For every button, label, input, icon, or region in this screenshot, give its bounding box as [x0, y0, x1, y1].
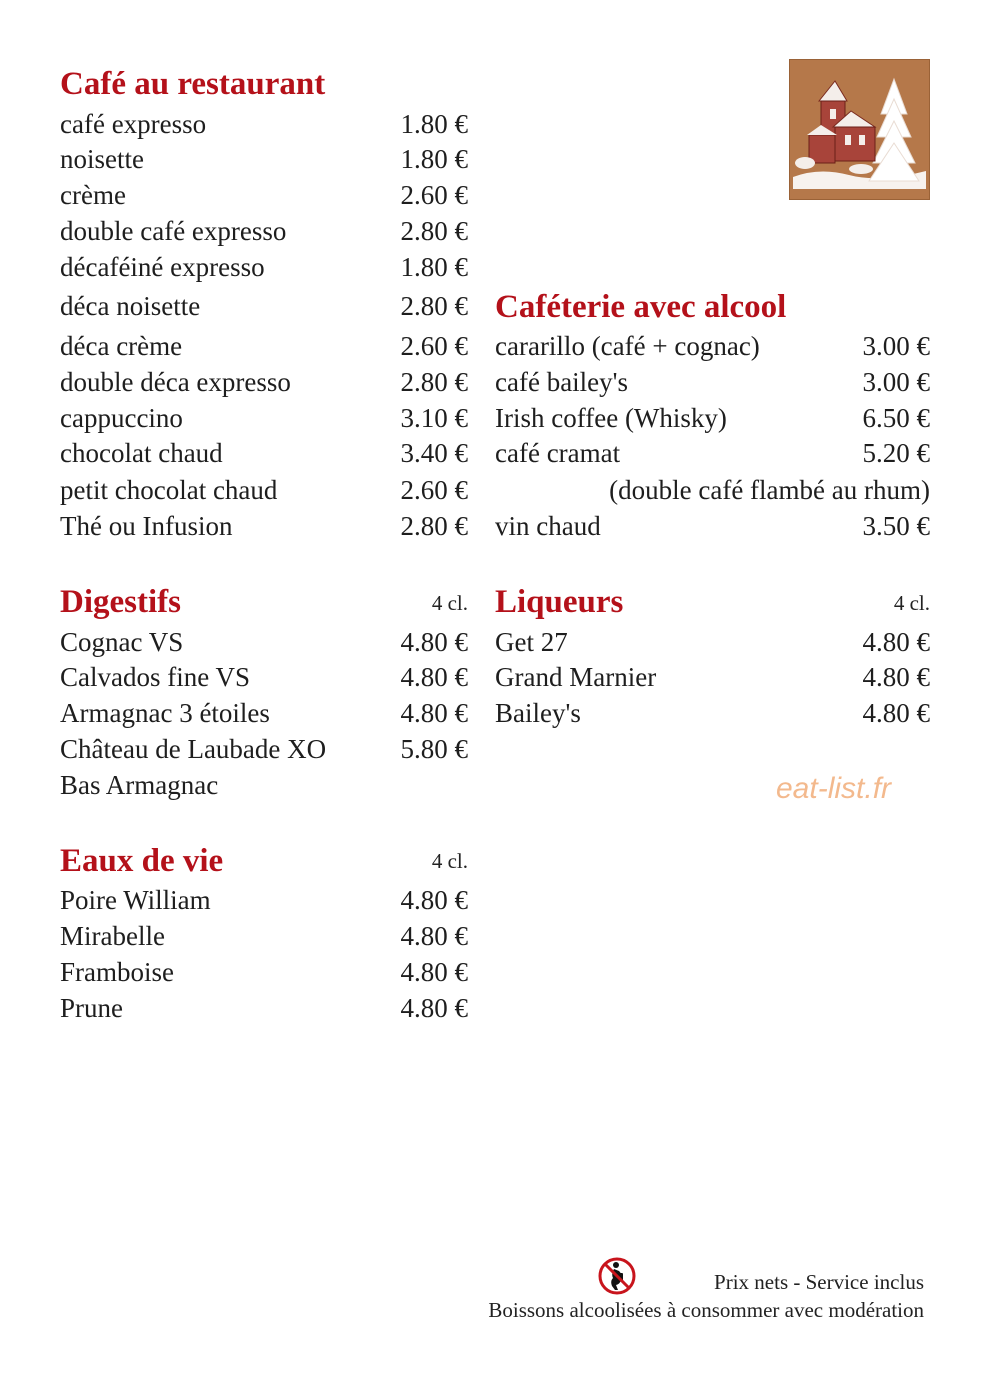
menu-item-subname: Bas Armagnac [60, 770, 219, 800]
menu-item-name: Poire William [60, 885, 211, 915]
menu-item-name: Framboise [60, 957, 174, 987]
menu-item-price: 4.80 € [400, 993, 468, 1023]
section-title-digestifs: Digestifs [60, 584, 181, 620]
menu-item-price: 5.80 € [400, 734, 468, 764]
menu-item-price: 4.80 € [400, 957, 468, 987]
menu-item-price: 2.60 € [400, 475, 468, 505]
menu-item-price: 5.20 € [862, 438, 930, 468]
menu-item-name: Irish coffee (Whisky) [495, 403, 727, 433]
menu-item-price: 4.80 € [862, 662, 930, 692]
menu-item-name: cappuccino [60, 403, 183, 433]
menu-item-note: (double café flambé au rhum) [609, 475, 930, 505]
menu-item-price: 1.80 € [400, 144, 468, 174]
menu-item-name: Mirabelle [60, 921, 165, 951]
menu-item-price: 3.00 € [862, 367, 930, 397]
menu-item-price: 3.00 € [862, 331, 930, 361]
menu-item-name: Château de Laubade XO [60, 734, 327, 764]
menu-item-name: petit chocolat chaud [60, 475, 278, 505]
menu-item-price: 3.40 € [400, 438, 468, 468]
menu-item-price: 2.80 € [400, 291, 468, 321]
menu-item-name: Get 27 [495, 627, 568, 657]
menu-item-price: 2.60 € [400, 180, 468, 210]
winter-chapel-picture [789, 59, 930, 200]
menu-item-price: 4.80 € [862, 627, 930, 657]
footer-moderation-line: Boissons alcoolisées à consommer avec modération [488, 1298, 924, 1322]
menu-item-price: 4.80 € [400, 627, 468, 657]
menu-item-name: café cramat [495, 438, 621, 468]
menu-item-name: Calvados fine VS [60, 662, 250, 692]
menu-item-price: 4.80 € [400, 698, 468, 728]
footer-service-line: Prix nets - Service inclus [714, 1270, 924, 1294]
menu-item-name: café bailey's [495, 367, 629, 397]
menu-item-name: café expresso [60, 109, 207, 139]
section-title-eaux-de-vie: Eaux de vie [60, 843, 224, 879]
menu-item-name: déca crème [60, 331, 183, 361]
menu-item-name: Cognac VS [60, 627, 184, 657]
volume-label: 4 cl. [431, 591, 468, 615]
menu-item-price: 2.80 € [400, 216, 468, 246]
menu-item-name: Grand Marnier [495, 662, 657, 692]
menu-item-name: décaféiné expresso [60, 252, 265, 282]
menu-item-price: 4.80 € [400, 662, 468, 692]
menu-item-name: déca noisette [60, 291, 201, 321]
menu-item-name: double déca expresso [60, 367, 291, 397]
menu-item-price: 3.10 € [400, 403, 468, 433]
volume-label: 4 cl. [893, 591, 930, 615]
menu-item-name: double café expresso [60, 216, 287, 246]
section-title-liqueurs: Liqueurs [495, 584, 624, 620]
menu-item-price: 4.80 € [862, 698, 930, 728]
watermark-text: eat-list.fr [776, 772, 892, 805]
menu-item-price: 2.80 € [400, 367, 468, 397]
menu-item-price: 1.80 € [400, 109, 468, 139]
menu-item-price: 2.80 € [400, 511, 468, 541]
menu-item-price: 4.80 € [400, 921, 468, 951]
section-title-cafe-restaurant: Café au restaurant [60, 66, 326, 102]
section-title-cafeterie-alcool: Caféterie avec alcool [495, 289, 787, 325]
menu-item-name: cararillo (café + cognac) [495, 331, 760, 361]
menu-item-name: Prune [60, 993, 123, 1023]
menu-item-name: Bailey's [495, 698, 581, 728]
menu-item-name: Armagnac 3 étoiles [60, 698, 270, 728]
menu-item-name: Thé ou Infusion [60, 511, 233, 541]
menu-item-name: crème [60, 180, 126, 210]
menu-item-name: noisette [60, 144, 144, 174]
menu-item-price: 1.80 € [400, 252, 468, 282]
menu-item-price: 4.80 € [400, 885, 468, 915]
menu-item-price: 6.50 € [862, 403, 930, 433]
menu-item-price: 2.60 € [400, 331, 468, 361]
menu-item-name: chocolat chaud [60, 438, 223, 468]
menu-item-price: 3.50 € [862, 511, 930, 541]
volume-label: 4 cl. [431, 849, 468, 873]
menu-item-name: vin chaud [495, 511, 601, 541]
